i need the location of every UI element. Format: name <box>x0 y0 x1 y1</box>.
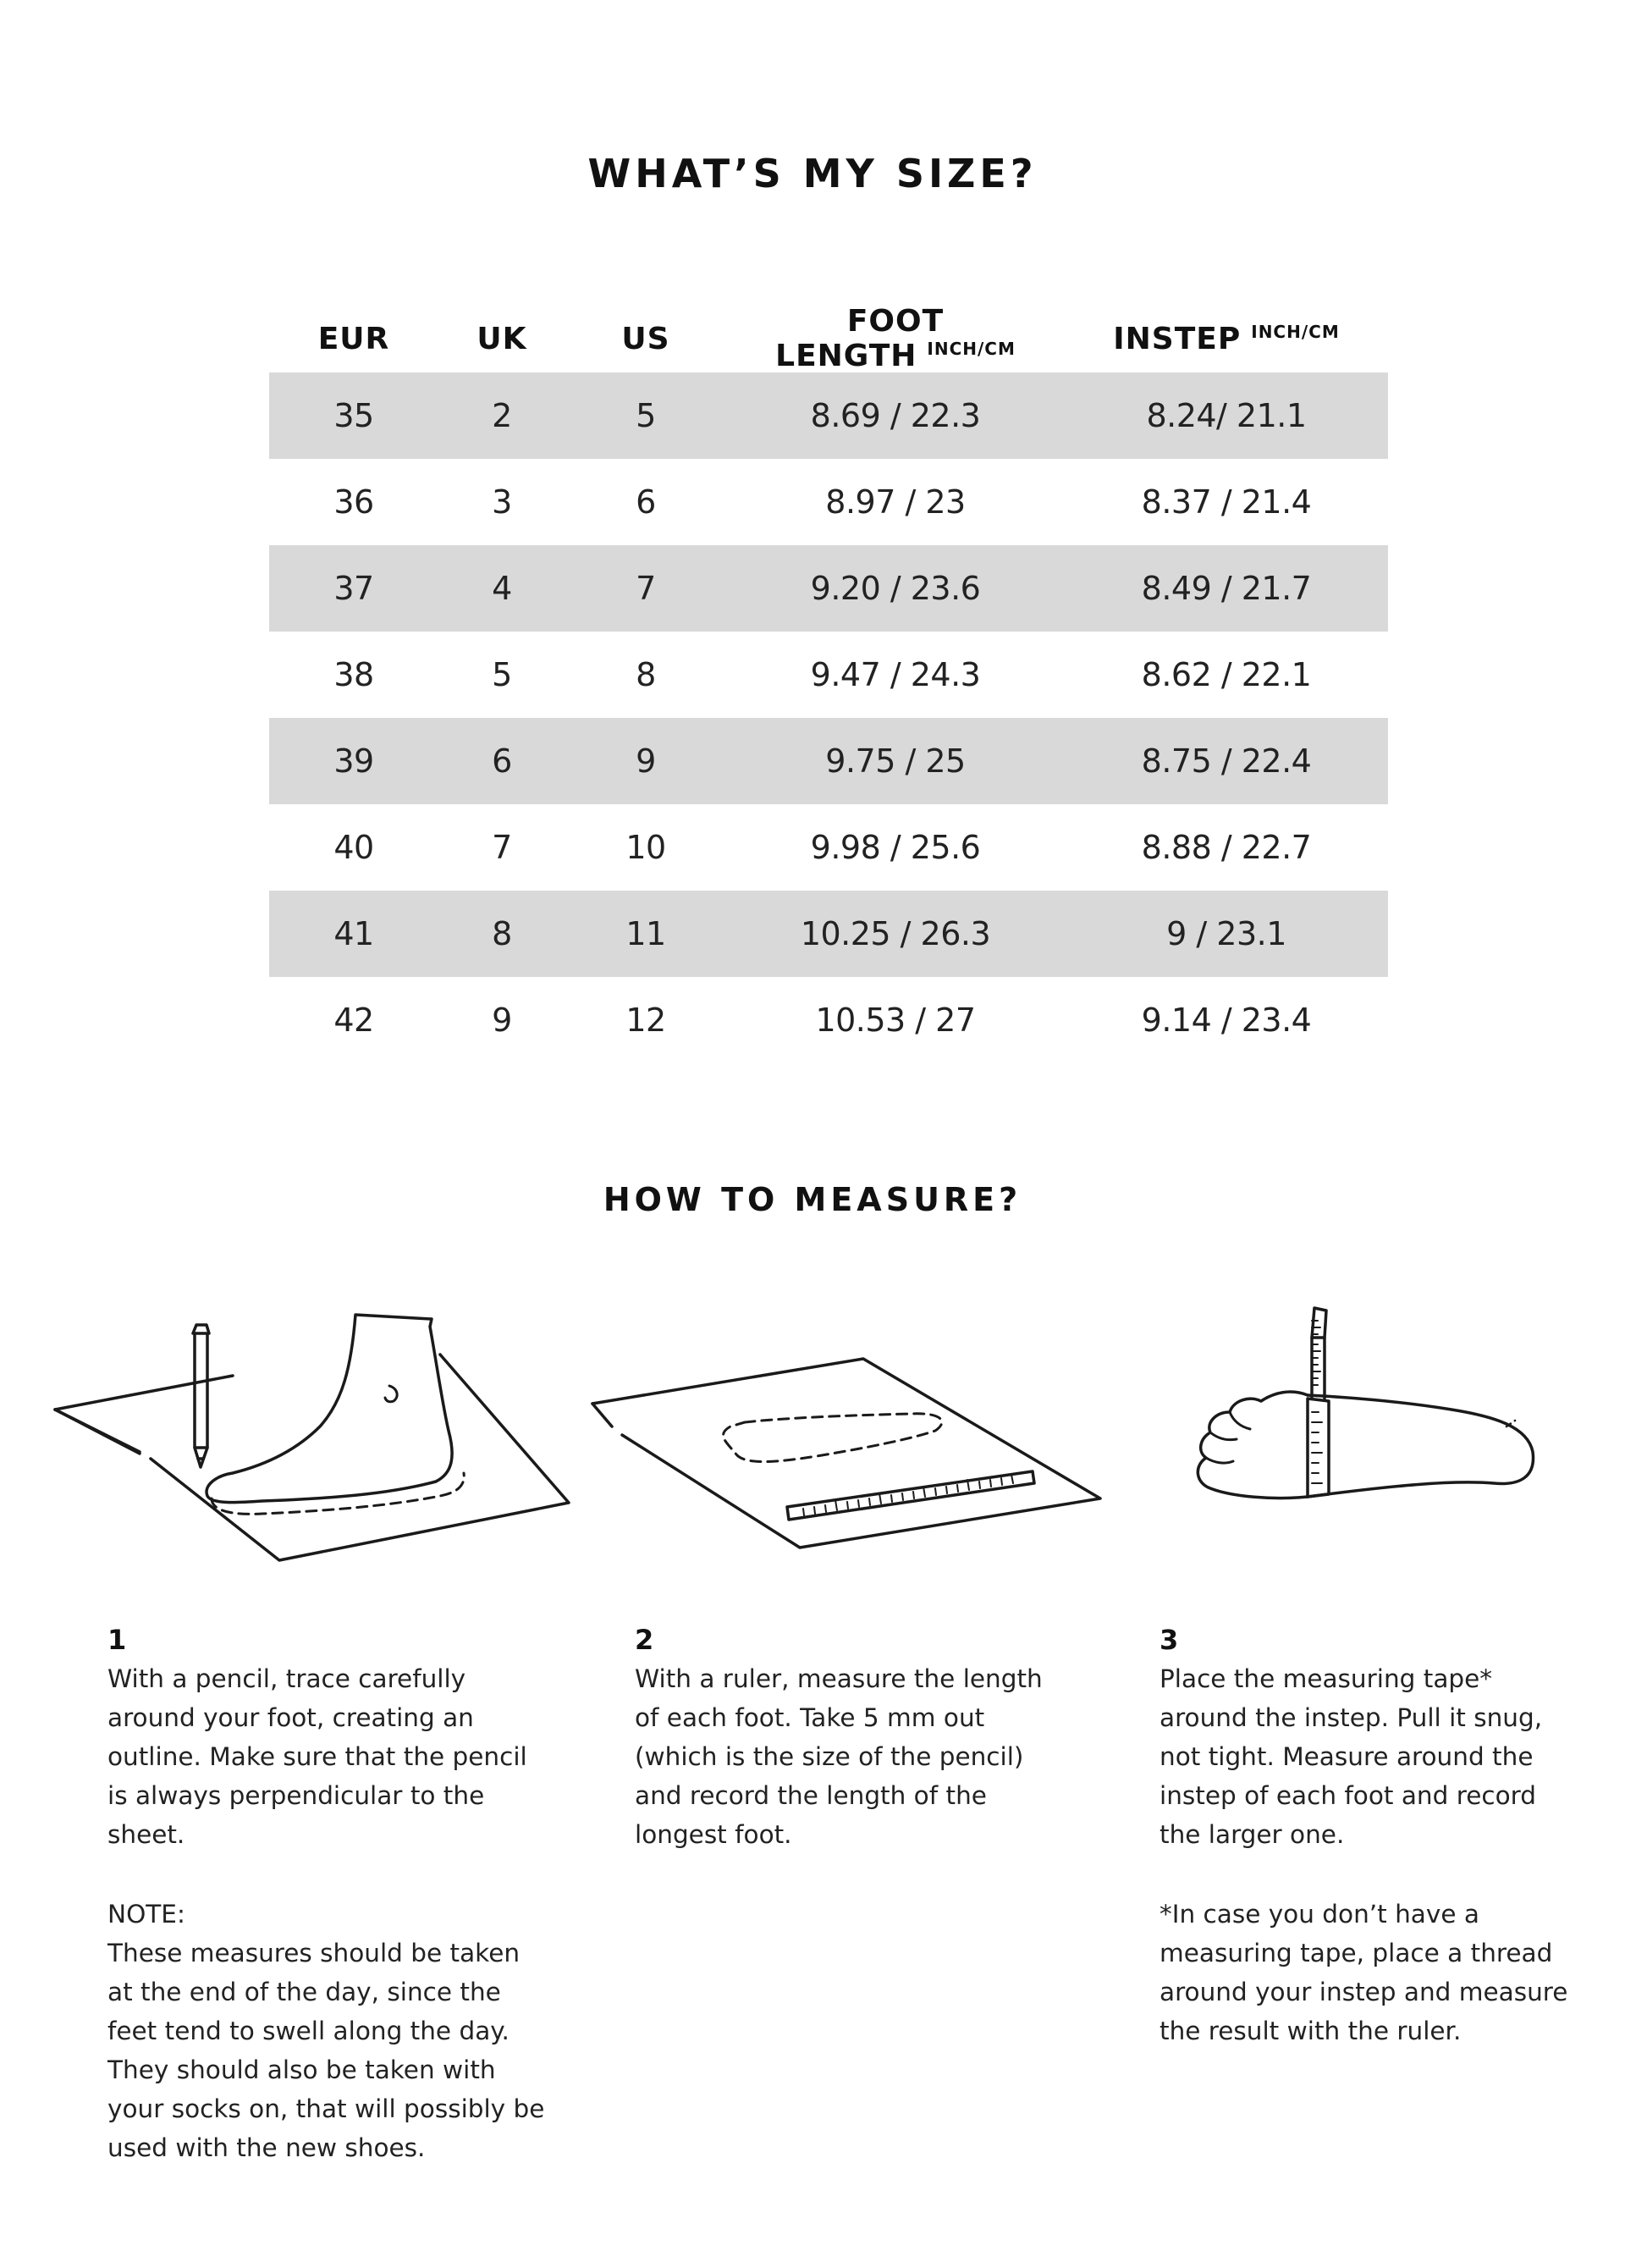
us-cell: 6 <box>636 483 656 521</box>
uk-cell: 2 <box>492 397 512 434</box>
instep-cell: 8.88 / 22.7 <box>1141 829 1312 866</box>
table-row <box>269 804 1388 891</box>
step-number: 3 <box>1160 1624 1179 1656</box>
foot-trace-illustration <box>51 1308 576 1566</box>
header-unit: INCH/CM <box>927 339 1016 359</box>
header-label: FOOT LENGTH <box>775 304 945 373</box>
foot-length-cell: 9.20 / 23.6 <box>810 570 981 607</box>
us-cell: 11 <box>625 915 666 952</box>
instep-cell: 9 / 23.1 <box>1166 915 1286 952</box>
header-uk <box>438 322 565 356</box>
uk-cell: 4 <box>492 570 512 607</box>
foot-length-cell: 8.97 / 23 <box>825 483 966 521</box>
size-table <box>269 305 1388 1063</box>
instep-cell: 8.37 / 21.4 <box>1141 483 1312 521</box>
eur-cell: 40 <box>333 829 374 866</box>
table-header <box>269 305 1388 372</box>
table-row <box>269 632 1388 718</box>
instep-cell: 8.75 / 22.4 <box>1141 742 1312 780</box>
uk-cell: 3 <box>492 483 512 521</box>
footnote-text: *In case you don’t have a measuring tape, place a thread around your instep and measure the result with the ruler. <box>1160 1900 1568 2045</box>
table-row <box>269 372 1388 459</box>
step-3 <box>1160 1622 1583 2050</box>
uk-cell: 6 <box>492 742 512 780</box>
instep-tape-illustration <box>1181 1304 1545 1528</box>
eur-cell: 35 <box>333 397 374 434</box>
step-number: 1 <box>107 1624 127 1656</box>
how-to-measure-title: HOW TO MEASURE? <box>603 1181 1022 1218</box>
uk-cell: 9 <box>492 1002 512 1039</box>
instep-cell: 8.49 / 21.7 <box>1141 570 1312 607</box>
us-cell: 7 <box>636 570 656 607</box>
step-number: 2 <box>635 1624 654 1656</box>
uk-cell: 5 <box>492 656 512 693</box>
us-cell: 5 <box>636 397 656 434</box>
foot-length-cell: 8.69 / 22.3 <box>810 397 981 434</box>
uk-cell: 7 <box>492 829 512 866</box>
uk-cell: 8 <box>492 915 512 952</box>
us-cell: 8 <box>636 656 656 693</box>
header-label: INSTEP <box>1113 321 1242 356</box>
table-row <box>269 459 1388 545</box>
table-row <box>269 718 1388 804</box>
header-foot-length <box>726 304 1065 373</box>
eur-cell: 41 <box>333 915 374 952</box>
instep-cell: 8.24/ 21.1 <box>1146 397 1307 434</box>
eur-cell: 39 <box>333 742 374 780</box>
step-text: With a pencil, trace carefully around your foot, creating an outline. Make sure that the pencil is always perpendicular to the sheet. <box>107 1664 527 1849</box>
header-eur <box>269 322 438 356</box>
ruler-measure-illustration <box>588 1355 1113 1553</box>
us-cell: 12 <box>625 1002 666 1039</box>
eur-cell: 38 <box>333 656 374 693</box>
header-label: EUR <box>317 321 390 356</box>
step-text: With a ruler, measure the length of each foot. Take 5 mm out (which is the size of the pencil) and record the length of the longest foot. <box>635 1664 1043 1849</box>
header-label: US <box>621 321 670 356</box>
table-row <box>269 977 1388 1063</box>
foot-length-cell: 9.75 / 25 <box>825 742 966 780</box>
us-cell: 10 <box>625 829 666 866</box>
header-instep <box>1065 322 1388 356</box>
step-2 <box>635 1622 1058 1854</box>
header-unit: INCH/CM <box>1251 321 1340 342</box>
note-text: These measures should be taken at the end of the day, since the feet tend to swell along the day. They should also be taken with your socks on, that will possibly be used with the new shoes. <box>107 1939 545 2162</box>
eur-cell: 42 <box>333 1002 374 1039</box>
eur-cell: 36 <box>333 483 374 521</box>
header-us <box>565 322 726 356</box>
foot-length-cell: 9.47 / 24.3 <box>810 656 981 693</box>
table-row <box>269 891 1388 977</box>
eur-cell: 37 <box>333 570 374 607</box>
instep-cell: 9.14 / 23.4 <box>1141 1002 1312 1039</box>
foot-length-cell: 10.25 / 26.3 <box>800 915 991 952</box>
foot-length-cell: 9.98 / 25.6 <box>810 829 981 866</box>
note-label: NOTE: <box>107 1900 185 1929</box>
step-text: Place the measuring tape* around the instep. Pull it snug, not tight. Measure around the instep of each foot and record the larger one. <box>1160 1664 1543 1849</box>
us-cell: 9 <box>636 742 656 780</box>
foot-length-cell: 10.53 / 27 <box>815 1002 976 1039</box>
instep-cell: 8.62 / 22.1 <box>1141 656 1312 693</box>
step-1 <box>107 1622 548 2167</box>
page-title: WHAT’S MY SIZE? <box>587 151 1038 196</box>
table-row <box>269 545 1388 632</box>
header-label: UK <box>476 321 527 356</box>
